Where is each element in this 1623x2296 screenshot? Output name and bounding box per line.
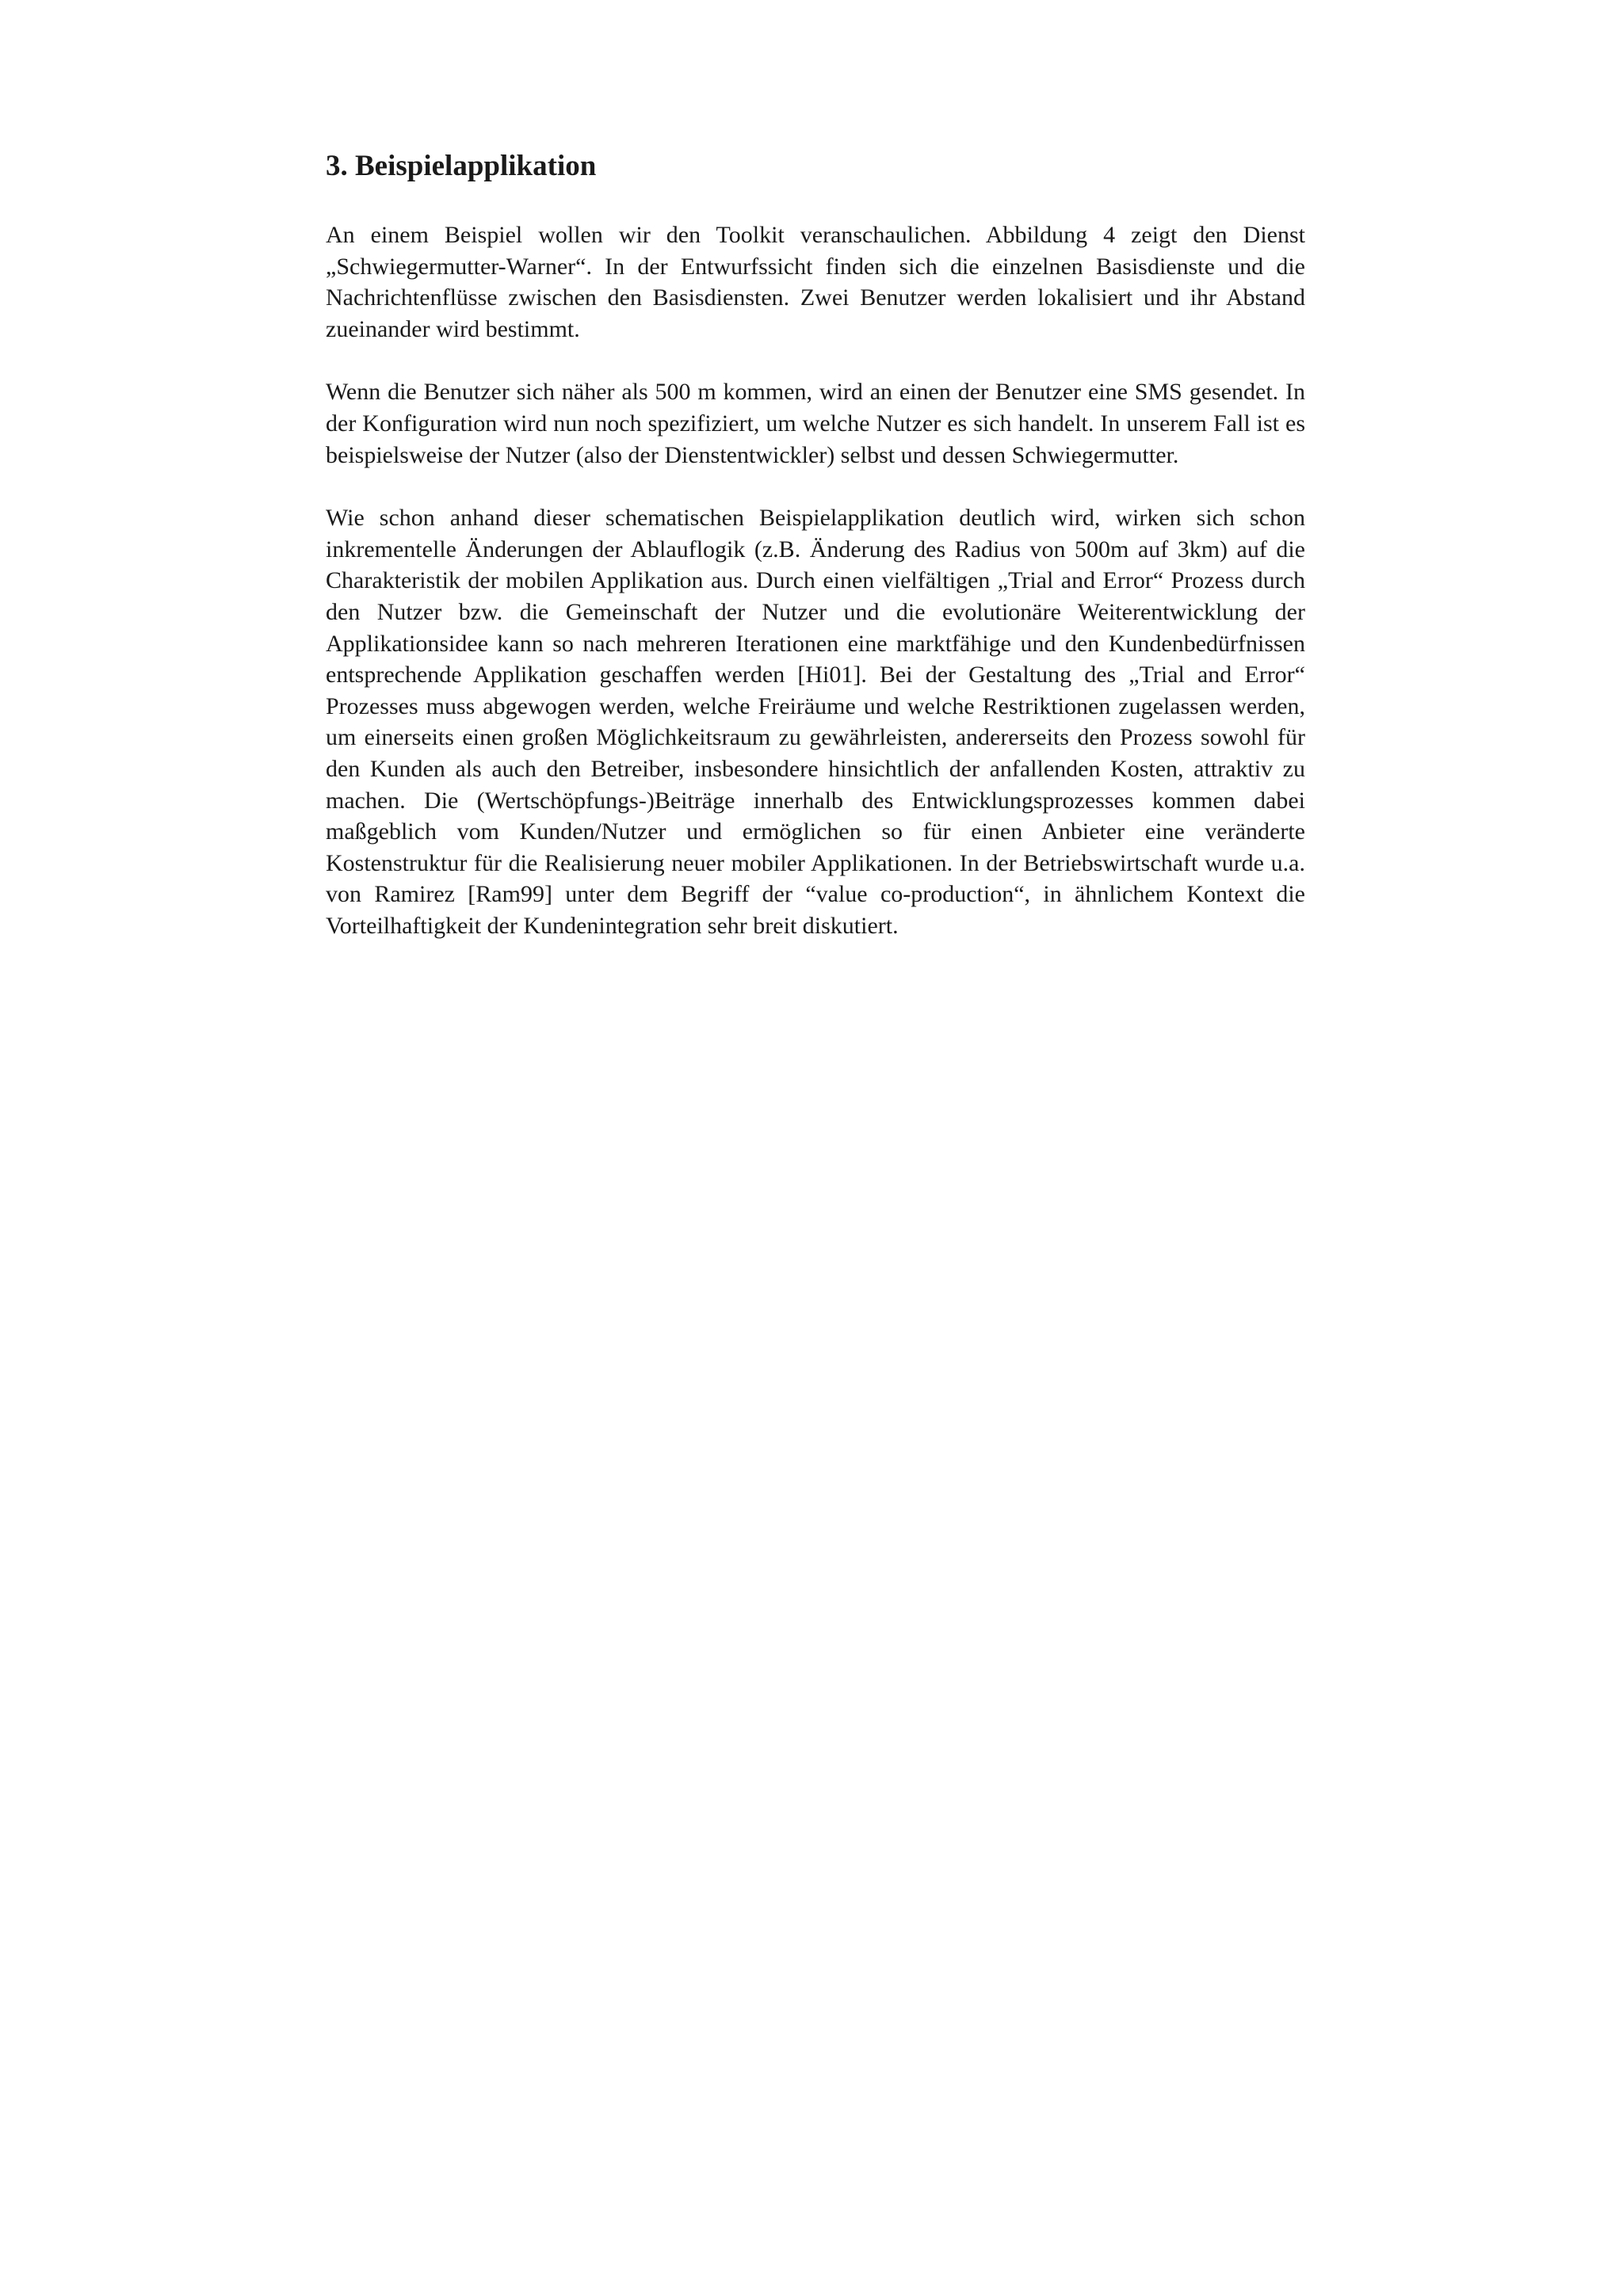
- paragraph-trial-and-error: Wie schon anhand dieser schematischen Beispielapplikation deutlich wird, wirken sich schon inkrementelle Änderungen der Ablauflogik (z.B. Änderung des Radius von 500m auf 3km) auf die Charakteristik der mobilen Applikation aus. Durch einen vielfältigen „Trial and Error“ Prozess durch den Nutzer bzw. die Gemeinschaft der Nutzer und die evolutionäre Weiterentwicklung der Applikationsidee kann so nach mehreren Iterationen eine marktfähige und den Kundenbedürfnissen entsprechende Applikation geschaffen werden [Hi01]. Bei der Gestaltung des „Trial and Error“ Prozesses muss abgewogen werden, welche Freiräume und welche Restriktionen zugelassen werden, um einerseits einen großen Möglichkeitsraum zu gewährleisten, andererseits den Prozess sowohl für den Kunden als auch den Betreiber, insbesondere hinsichtlich der anfallenden Kosten, attraktiv zu machen. Die (Wertschöpfungs-)Beiträge innerhalb des Entwicklungsprozesses kommen dabei maßgeblich vom Kunden/Nutzer und ermöglichen so für einen Anbieter eine veränderte Kostenstruktur für die Realisierung neuer mobiler Applikationen. In der Betriebswirtschaft wurde u.a. von Ramirez [Ram99] unter dem Begriff der “value co-production“, in ähnlichem Kontext die Vorteilhaftigkeit der Kundenintegration sehr breit diskutiert.: [326, 505, 1305, 939]
- section-heading: 3. Beispielapplikation: [326, 150, 597, 182]
- paragraph-example-intro: An einem Beispiel wollen wir den Toolkit veranschaulichen. Abbildung 4 zeigt den Dienst „Schwiegermutter-Warner“. In der Entwurfssicht finden sich die einzelnen Basisdienste und die Nachrichtenflüsse zwischen den Basisdiensten. Zwei Benutzer werden lokalisiert und ihr Abstand zueinander wird bestimmt.: [326, 222, 1305, 342]
- paragraph-sms-configuration: Wenn die Benutzer sich näher als 500 m kommen, wird an einen der Benutzer eine SMS gesendet. In der Konfiguration wird nun noch spezifiziert, um welche Nutzer es sich handelt. In unserem Fall ist es beispielsweise der Nutzer (also der Dienstentwickler) selbst und dessen Schwiegermutter.: [326, 379, 1305, 468]
- text-column: [326, 147, 1305, 973]
